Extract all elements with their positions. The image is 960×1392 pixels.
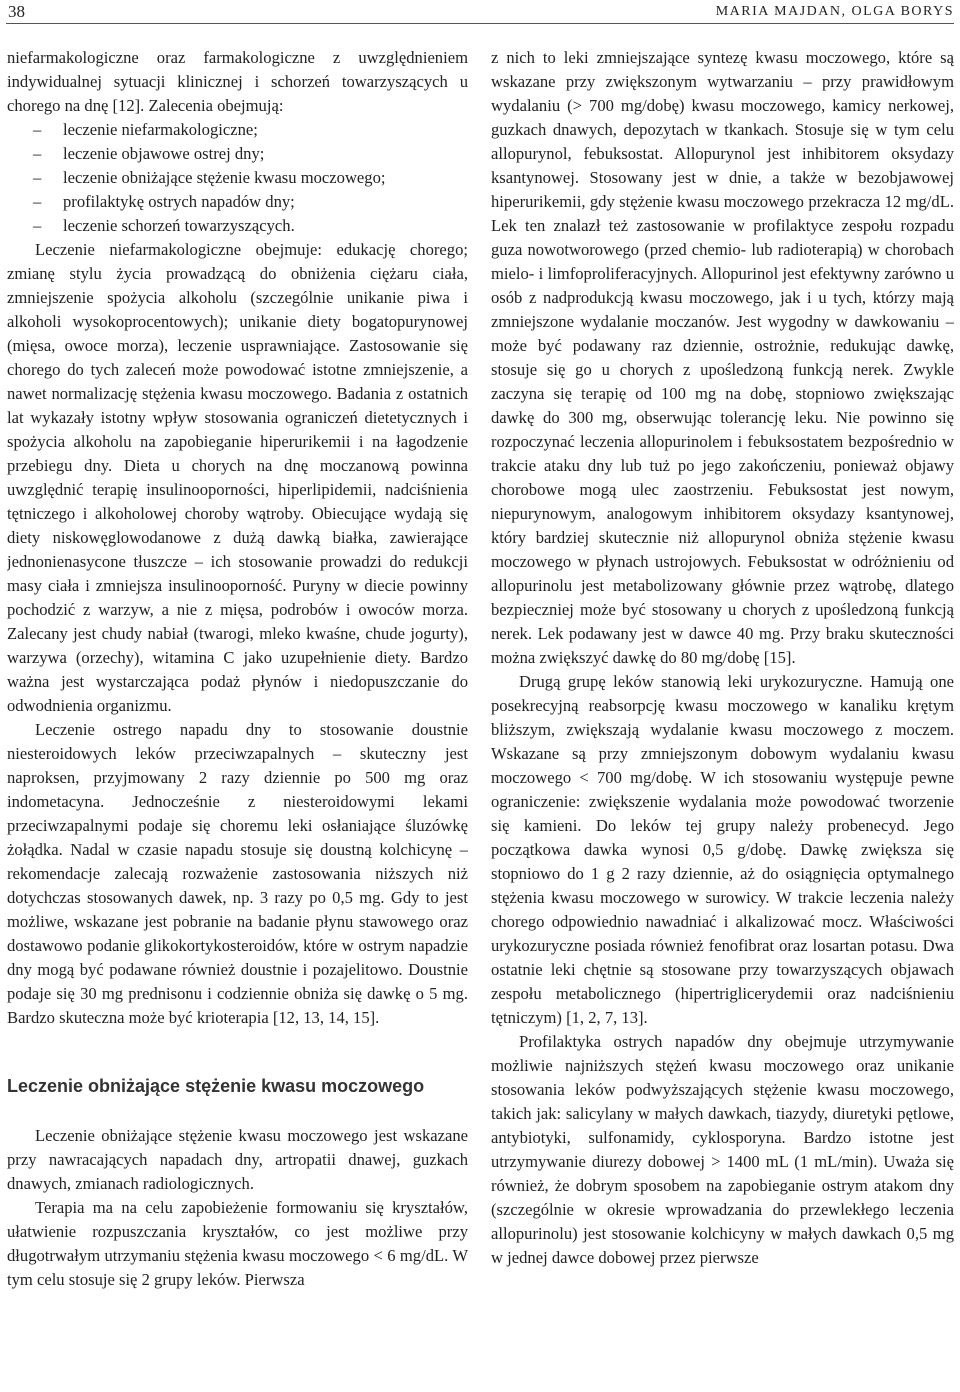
body-paragraph: Leczenie obniżające stężenie kwasu moczowego jest wskazane przy nawracających napadach dny, artropatii dnawej, guzkach dnawych, zmianach radiologicznych. [7,1126,468,1193]
list-item [7,166,468,190]
intro-paragraph: niefarmakologiczne oraz farmakologiczne z uwzględnieniem indywidualnej sytuacji klinicznej i schorzeń towarzyszących u chorego na dnę [12]. Zalecenia obejmują: [7,48,468,115]
running-head-authors: MARIA MAJDAN, OLGA BORYS [715,4,954,19]
list-dash: – [33,120,42,139]
recommendations-list [7,118,468,238]
continuation-paragraph: z nich to leki zmniejszające syntezę kwasu moczowego, które są wskazane przy zwiększonym wytwarzaniu – przy prawidłowym wydalaniu (> 700 mg/dobę) kwasu moczowego, kamicy nerkowej, guzkach dnawych, depozytach w tkankach. Stosuje się w tym celu allopurynol, febuksostat. Allopurynol jest inhibitorem oksydazy ksantynowej. Stosowany jest w dnie, a także w bezobjawowej hiperurikemii, gdy stężenie kwasu moczowego przekracza 12 mg/dL. Lek ten znalazł też zastosowanie w profilaktyce zespołu rozpadu guza nowotworowego (przed chemio- lub radioterapią) w chorobach mielo- i limfoproliferacyjnych. Allopurinol jest efektywny zarówno u osób z nadprodukcją kwasu moczowego, jak i u tych, którzy mają zmniejszone wydalanie moczanów. Jest wygodny w dawkowaniu – może być podawany raz dziennie, ostrożnie, redukując dawkę, stosuje się go u chorych z upośledzoną funkcją nerek. Zwykle zaczyna się terapię od 100 mg na dobę, stopniowo zwiększając dawkę do 300 mg, obserwując tolerancję leku. Nie powinno się rozpoczynać leczenia allopurinolem i febuksostatem bezpośrednio w trakcie ataku dny lub tuż po jego zakończeniu, ponieważ objawy chorobowe mogą ulec zaostrzeniu. Febuksostat jest nowym, niepurynowym, analogowym inhibitorem oksydazy ksantynowej, który bardziej skutecznie niż allopurynol obniża stężenie kwasu moczowego w płynach ustrojowych. Febuksostat w odróżnieniu od allopurinolu jest metabolizowany głównie przez wątrobę, dlatego bezpieczniej może być stosowany u chorych z upośledzoną funkcją nerek. Lek podawany jest w dawce 40 mg. Przy braku skuteczności można zwiększyć dawkę do 80 mg/dobę [15]. [491,48,954,667]
body-paragraph: Profilaktyka ostrych napadów dny obejmuje utrzymywanie możliwie najniższych stężeń kwasu moczowego oraz unikanie stosowania leków podwyższających stężenie kwasu moczowego, takich jak: salicylany w małych dawkach, tiazydy, diuretyki pętlowe, antybiotyki, sulfonamidy, cyklosporyna. Bardzo istotne jest utrzymywanie diurezy dobowej > 1400 mL (1 mL/min). Uważa się również, że dobrym sposobem na zapobieganie ostrym atakom dny (szczególnie w okresie wprowadzania do przewlekłego leczenia allopurinolu) jest stosowanie kolchicyny w małych dawkach 0,5 mg w jednej dawce dobowej przez pierwsze [491,1032,954,1267]
body-paragraph: Leczenie ostrego napadu dny to stosowanie doustnie niesteroidowych leków przeciwzapalnych – skuteczny jest naproksen, przyjmowany 2 razy dziennie po 500 mg oraz indometacyna. Jednocześnie z niesteroidowymi lekami przeciwzapalnymi podaje się choremu leki osłaniające śluzówkę żołądka. Nadal w czasie napadu stosuje się doustną kolchicynę – rekomendacje zalecają rozważenie zastosowania niższych niż dotychczas stosowanych dawek, np. 3 razy po 0,5 mg. Gdy to jest możliwe, wskazane jest pobranie na badanie płynu stawowego oraz dostawowo podanie glikokortykosteroidów, które w ostrym napadzie dny mogą być podawane również doustnie i pozajelitowo. Doustnie podaje się 30 mg prednisonu i codziennie obniża się dawkę o 5 mg. Bardzo skuteczna może być krioterapia [12, 13, 14, 15]. [7,720,468,1027]
list-item [7,190,468,214]
list-item [7,118,468,142]
left-column [7,46,468,1392]
body-paragraph: Leczenie niefarmakologiczne obejmuje: edukację chorego; zmianę stylu życia prowadzącą do obniżenia ciężaru ciała, zmniejszenie spożycia alkoholu (szczególnie unikanie piwa i alkoholi wysokoprocentowych); unikanie diety bogatopurynowej (mięsa, owoce morza), leczenie usprawniające. Zastosowanie się chorego do tych zaleceń może powodować istotne zmniejszenie, a nawet normalizację stężenia kwasu moczowego. Badania z ostatnich lat wykazały istotny wpływ stosowania ograniczeń dietetycznych i spożycia alkoholu na zapobieganie hiperurikemii i na łagodzenie przebiegu dny. Dieta u chorych na dnę moczanową powinna uwzględnić terapię insulinooporności, hiperlipidemii, nadciśnienia tętniczego i alkoholowej choroby wątroby. Obiecujące wydają się diety niskowęglowodanowe z dużą dawką białka, zawierające jednonienasycone tłuszcze – ich stosowanie prowadzi do redukcji masy ciała i zmniejsza insulinooporność. Puryny w diecie powinny pochodzić z warzyw, a nie z mięsa, podrobów i owoców morza. Zalecany jest chudy nabiał (twarogi, mleko kwaśne, chude jogurty), warzywa (orzechy), witamina C jako uzupełnienie diety. Bardzo ważna jest wystarczająca podaż płynów i niedopuszczanie do odwodnienia organizmu. [7,240,468,715]
list-item-text: profilaktykę ostrych napadów dny; [63,192,295,211]
list-item-text: leczenie objawowe ostrej dny; [63,144,265,163]
list-dash: – [33,144,42,163]
right-column [491,46,954,1392]
body-paragraph: Drugą grupę leków stanowią leki urykozuryczne. Hamują one posekrecyjną reabsorpcję kwasu moczowego w kanaliku krętym bliższym, zwiększają wydalanie kwasu moczowego z moczem. Wskazane są przy zmniejszonym dobowym wydalaniu kwasu moczowego < 700 mg/dobę. W ich stosowaniu występuje pewne ograniczenie: zwiększenie wydalania może powodować tworzenie się kamieni. Do leków tej grupy należy probenecyd. Jego początkowa dawka wynosi 0,5 g/dobę. Dawkę zwiększa się stopniowo do 1 g 2 razy dziennie, aż do osiągnięcia optymalnego stężenia kwasu moczowego w surowicy. W trakcie leczenia należy chorego odpowiednio nawadniać i alkalizować mocz. Właściwości urykozuryczne posiada również fenofibrat oraz losartan potasu. Dwa ostatnie leki chętnie są stosowane przy towarzyszących objawach zespołu metabolicznego (hipertriglicerydemii oraz nadciśnieniu tętniczym) [1, 2, 7, 13]. [491,672,954,1027]
list-item-text: leczenie schorzeń towarzyszących. [63,216,295,235]
section-heading: Leczenie obniżające stężenie kwasu moczowego [7,1076,425,1096]
header-rule [6,23,954,24]
page-header [0,0,960,26]
list-dash: – [33,192,42,211]
list-item-text: leczenie niefarmakologiczne; [63,120,258,139]
list-item [7,214,468,238]
body-paragraph: Terapia ma na celu zapobieżenie formowaniu się kryształów, ułatwienie rozpuszczania kryształów, co jest możliwe przy długotrwałym utrzymaniu stężenia kwasu moczowego < 6 mg/dL. W tym celu stosuje się 2 grupy leków. Pierwsza [7,1198,468,1289]
list-dash: – [33,216,42,235]
list-dash: – [33,168,42,187]
page-number: 38 [8,2,25,21]
list-item-text: leczenie obniżające stężenie kwasu moczowego; [63,168,386,187]
list-item [7,142,468,166]
